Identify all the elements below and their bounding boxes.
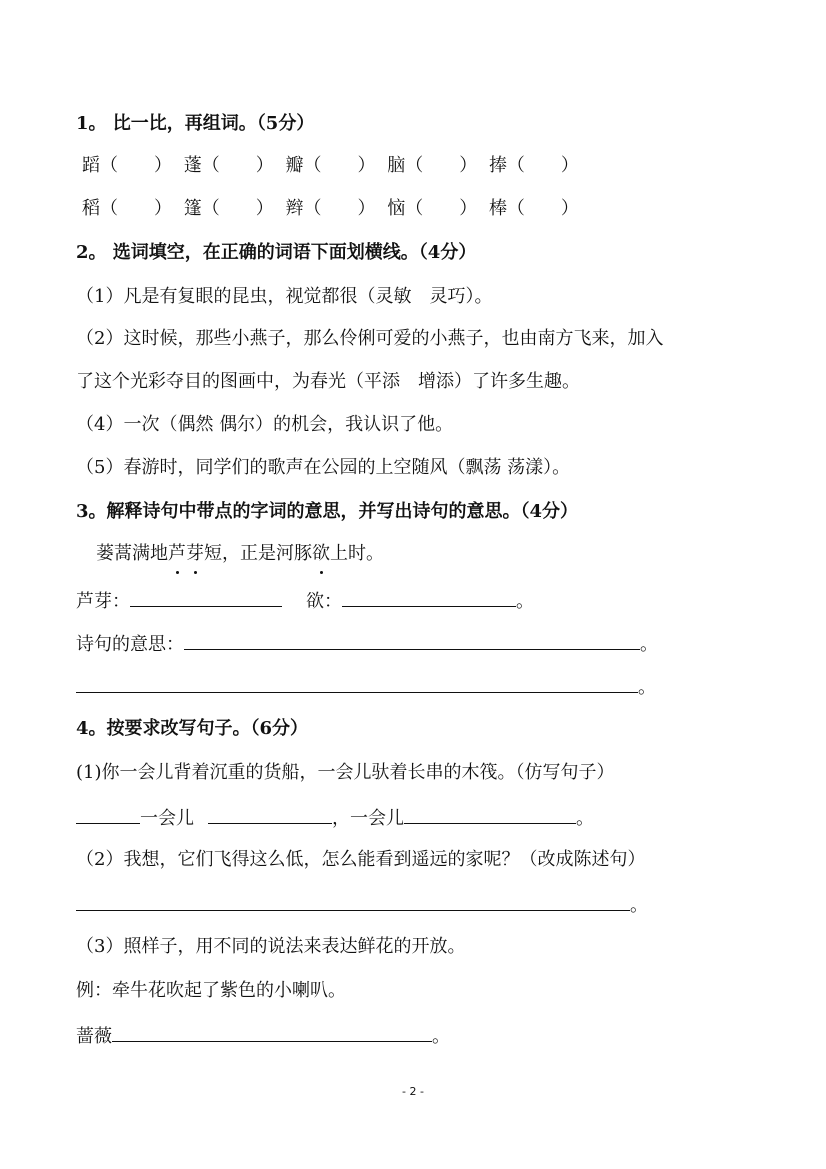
- q1-cell: 捧（ ）: [488, 155, 579, 176]
- poem-text: 短，正是河豚: [204, 543, 312, 564]
- q4-fill-line: [76, 805, 594, 831]
- answer-blank-meaning[interactable]: [184, 631, 640, 650]
- end-mark: 。: [638, 677, 656, 698]
- q2-title: 2。 选词填空，在正确的词语下面划横线。（4分）: [76, 242, 477, 263]
- q1-cell: 蹈（ ）: [82, 155, 172, 176]
- q1-cell: 恼（ ）: [387, 198, 478, 219]
- q4-title: 4。按要求改写句子。（6分）: [76, 718, 309, 739]
- fill-text: 一会儿: [140, 808, 194, 829]
- q4-rose-line: [76, 1023, 450, 1049]
- q1-row-1: [82, 154, 585, 178]
- q4-answer-line-2: [76, 892, 648, 918]
- q4-item-2: （2）我想，它们飞得这么低，怎么能看到遥远的家呢？（改成陈述句）: [76, 849, 646, 870]
- poem-text: 上时。: [330, 543, 384, 564]
- answer-blank[interactable]: [208, 805, 332, 824]
- q4-example: 例：牵牛花吹起了紫色的小喇叭。: [76, 980, 346, 1001]
- q4-item-1: (1)你一会儿背着沉重的货船，一会儿驮着长串的木筏。（仿写句子）: [76, 762, 615, 783]
- q1-row-2: [82, 197, 585, 221]
- dotted-char: 芽: [186, 543, 204, 564]
- answer-blank[interactable]: [404, 805, 576, 824]
- q1-cell: 棒（ ）: [488, 198, 579, 219]
- q3-meaning-line-2: [76, 674, 656, 700]
- end-mark: 。: [640, 634, 658, 655]
- end-mark: 。: [630, 895, 648, 916]
- rose-label: 蔷薇: [76, 1026, 112, 1047]
- poem-text: 蒌蒿满地: [96, 543, 168, 564]
- q2-item: （2）这时候，那些小燕子，那么伶俐可爱的小燕子，也由南方飞来，加入: [76, 328, 664, 349]
- answer-blank-luya[interactable]: [130, 588, 282, 607]
- q1-cell: 蓬（ ）: [183, 155, 274, 176]
- label-meaning: 诗句的意思：: [76, 634, 184, 655]
- q2-item: （5）春游时，同学们的歌声在公园的上空随风（飘荡 荡漾）。: [76, 457, 571, 478]
- answer-blank[interactable]: [76, 805, 140, 824]
- answer-blank[interactable]: [76, 892, 630, 911]
- q2-item: 了这个光彩夺目的图画中，为春光（平添 增添）了许多生趣。: [76, 371, 580, 392]
- q1-title: 1。 比一比，再组词。（5分）: [76, 113, 315, 134]
- q3-title: 3。解释诗句中带点的字词的意思，并写出诗句的意思。（4分）: [76, 501, 579, 522]
- q1-cell: 辫（ ）: [285, 198, 376, 219]
- q2-item: （1）凡是有复眼的昆虫，视觉都很（灵敏 灵巧）。: [76, 286, 493, 307]
- dotted-char: 欲: [312, 543, 330, 564]
- q3-poem: [96, 542, 384, 566]
- end-mark: 。: [516, 591, 534, 612]
- fill-text: ，一会儿: [332, 808, 404, 829]
- q2-item: （4）一次（偶然 偶尔）的机会，我认识了他。: [76, 414, 454, 435]
- q3-meaning-line: [76, 631, 658, 657]
- label-yu: 欲：: [306, 591, 342, 612]
- q1-cell: 瓣（ ）: [285, 155, 376, 176]
- answer-blank-yu[interactable]: [342, 588, 516, 607]
- q1-cell: 篷（ ）: [183, 198, 274, 219]
- end-mark: 。: [432, 1026, 450, 1047]
- label-luya: 芦芽：: [76, 591, 130, 612]
- dotted-char: 芦: [168, 543, 186, 564]
- answer-blank-meaning-2[interactable]: [76, 674, 638, 693]
- answer-blank[interactable]: [112, 1023, 432, 1042]
- page-number: - 2 -: [402, 1085, 424, 1098]
- q4-item-3: （3）照样子，用不同的说法来表达鲜花的开放。: [76, 936, 466, 957]
- end-mark: 。: [576, 808, 594, 829]
- q3-word-answers: [76, 588, 534, 614]
- q1-cell: 脑（ ）: [387, 155, 478, 176]
- q1-cell: 稻（ ）: [82, 198, 172, 219]
